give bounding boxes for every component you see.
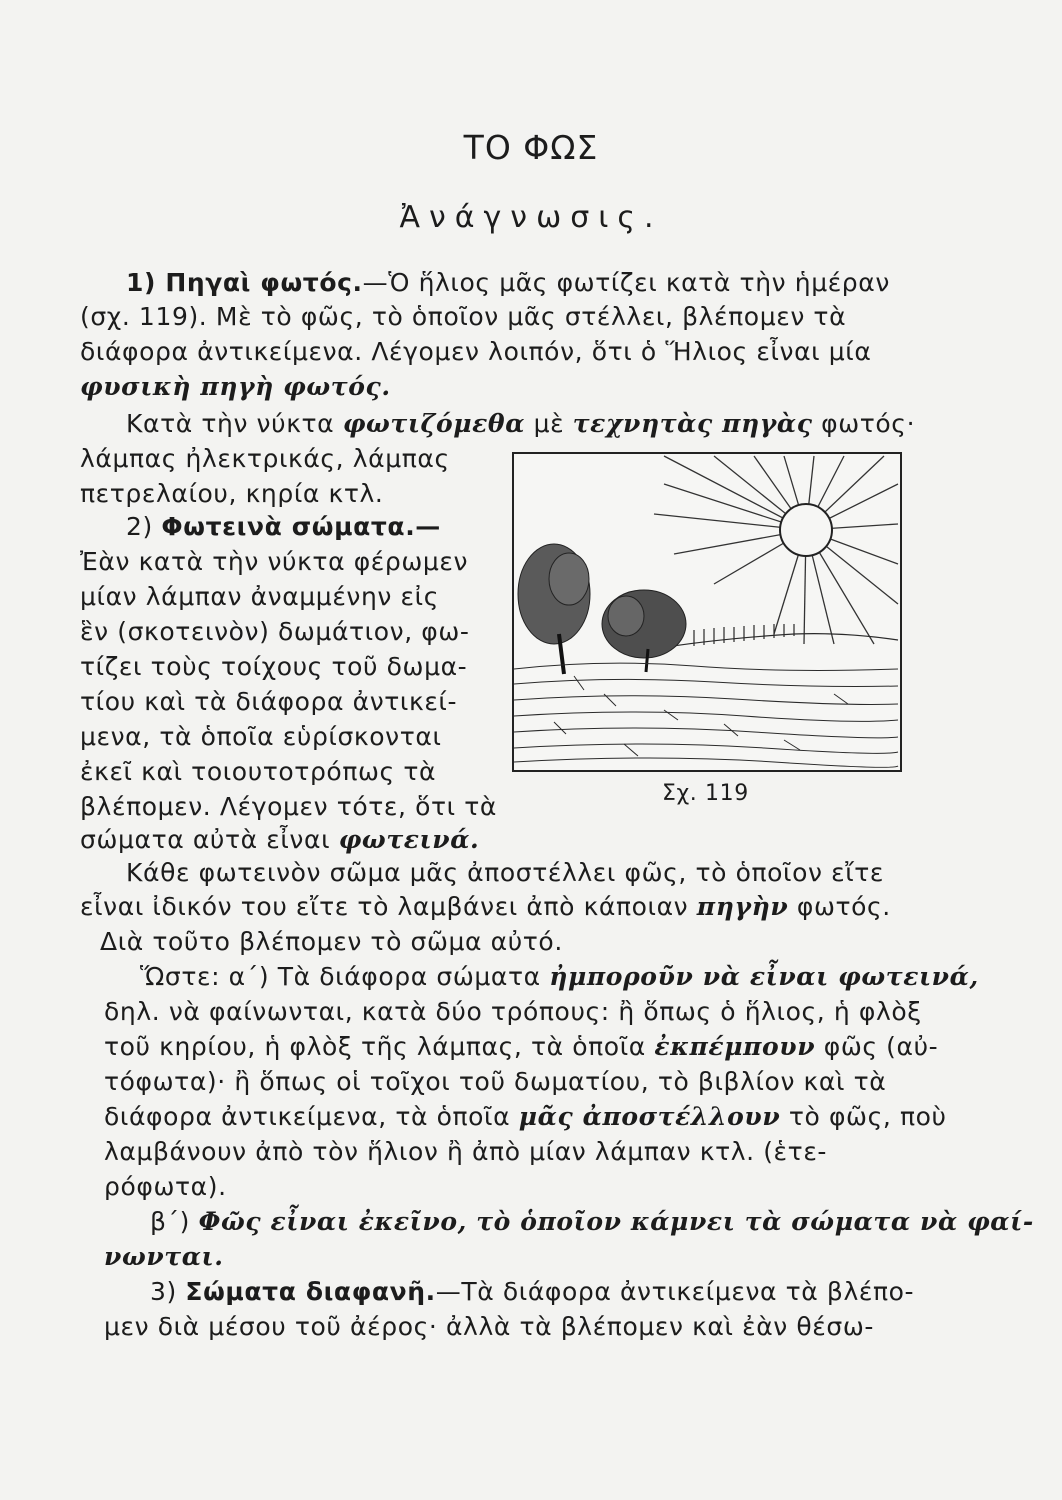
text-span: διάφορα ἀντικείμενα, τὰ ὁποῖα bbox=[104, 1102, 519, 1131]
section-subtitle: Ἀνάγνωσις. bbox=[399, 200, 663, 235]
text-line-29: νωνται. bbox=[104, 1242, 224, 1271]
text-line-14: μενα, τὰ ὁποῖα εὑρίσκονται bbox=[80, 722, 442, 751]
text-span: φῶς (αὐ- bbox=[815, 1032, 939, 1061]
text-line-15: ἐκεῖ καὶ τοιουτοτρόπως τὰ bbox=[80, 757, 437, 786]
text-line-17 bbox=[80, 825, 479, 855]
text-line-3: διάφορα ἀντικείμενα. Λέγομεν λοιπόν, ὅτι ὁ Ἥλιος εἶναι μία bbox=[80, 337, 872, 366]
text-span: —Τὰ διάφορα ἀντικείμενα τὰ βλέπο- bbox=[435, 1277, 915, 1306]
text-line-4: φυσικὴ πηγὴ φωτός. bbox=[80, 372, 391, 401]
text-line-16: βλέπομεν. Λέγομεν τότε, ὅτι τὰ bbox=[80, 792, 498, 821]
text-span: 3) bbox=[150, 1277, 186, 1306]
emphasis: τεχνητὰς πηγὰς bbox=[572, 409, 813, 438]
text-line-8 bbox=[126, 512, 441, 542]
text-line-7: πετρελαίου, κηρία κτλ. bbox=[80, 479, 384, 508]
tree-middle bbox=[602, 590, 686, 672]
text-line-12: τίζει τοὺς τοίχους τοῦ δωμα- bbox=[80, 652, 468, 681]
text-line-9: Ἐὰν κατὰ τὴν νύκτα φέρωμεν bbox=[80, 547, 469, 576]
text-span: φωτός· bbox=[812, 409, 916, 438]
tree-left bbox=[518, 544, 590, 674]
text-span: —Ὁ ἥλιος μᾶς φωτίζει κατὰ τὴν ἡμέραν bbox=[362, 268, 890, 297]
emphasis: φωτιζόμεθα bbox=[342, 409, 526, 438]
heading-light-sources: 1) Πηγαὶ φωτός. bbox=[126, 268, 363, 297]
text-line-10: μίαν λάμπαν ἀναμμένην εἰς bbox=[80, 582, 439, 611]
text-line-22: δηλ. νὰ φαίνωνται, κατὰ δύο τρόπους: ἢ ὅπως ὁ ἥλιος, ἡ φλὸξ bbox=[104, 997, 922, 1026]
text-line-31: μεν διὰ μέσου τοῦ ἀέρος· ἀλλὰ τὰ βλέπομεν καὶ ἐὰν θέσω- bbox=[104, 1312, 875, 1341]
text-span: εἶναι ἰδικόν του εἴτε τὸ λαμβάνει ἀπὸ κάποιαν bbox=[80, 892, 697, 921]
sun-icon bbox=[780, 504, 832, 556]
text-line-21 bbox=[140, 962, 979, 992]
text-line-11: ἓν (σκοτεινὸν) δωμάτιον, φω- bbox=[80, 617, 470, 646]
emphasis: φωτεινά. bbox=[338, 825, 480, 854]
text-line-26: λαμβάνουν ἀπὸ τὸν ἥλιον ἢ ἀπὸ μίαν λάμπαν κτλ. (ἑτε- bbox=[104, 1137, 828, 1166]
text-line-6: λάμπας ἠλεκτρικάς, λάμπας bbox=[80, 444, 450, 473]
text-line-28 bbox=[150, 1207, 1034, 1237]
text-line-30 bbox=[150, 1277, 914, 1307]
page-title: ΤΟ ΦΩΣ bbox=[463, 128, 599, 167]
text-line-19 bbox=[80, 892, 891, 922]
text-line-20: Διὰ τοῦτο βλέπομεν τὸ σῶμα αὐτό. bbox=[100, 927, 563, 956]
heading-transparent-bodies: Σώματα διαφανῆ. bbox=[185, 1277, 436, 1306]
text-span: Ὥστε: α΄) Τὰ διάφορα σώματα bbox=[140, 962, 550, 991]
text-line-5 bbox=[126, 409, 915, 439]
text-span: φωτός. bbox=[788, 892, 891, 921]
text-line-2: (σχ. 119). Μὲ τὸ φῶς, τὸ ὁποῖον μᾶς στέλλει, βλέπομεν τὰ bbox=[80, 302, 847, 331]
figure-caption: Σχ. 119 bbox=[662, 781, 749, 806]
text-span: β΄) bbox=[150, 1207, 199, 1236]
emphasis: Φῶς εἶναι ἐκεῖνο, τὸ ὁποῖον κάμνει τὰ σώματα νὰ φαί- bbox=[198, 1207, 1034, 1236]
sun-landscape-illustration bbox=[514, 454, 900, 770]
text-line-13: τίου καὶ τὰ διάφορα ἀντικεί- bbox=[80, 687, 458, 716]
field-hatching bbox=[514, 663, 898, 767]
text-line-25 bbox=[104, 1102, 947, 1132]
text-span: Κατὰ τὴν νύκτα bbox=[126, 409, 343, 438]
text-span: τὸ φῶς, ποὺ bbox=[780, 1102, 947, 1131]
text-span: μὲ bbox=[525, 409, 573, 438]
text-line-23 bbox=[104, 1032, 938, 1062]
text-span: σώματα αὐτὰ εἶναι bbox=[80, 825, 339, 854]
text-span: τοῦ κηρίου, ἡ φλὸξ τῆς λάμπας, τὰ ὁποῖα bbox=[104, 1032, 655, 1061]
emphasis: ἠμποροῦν νὰ εἶναι φωτεινά, bbox=[549, 962, 979, 991]
heading-luminous-bodies: Φωτεινὰ σώματα.— bbox=[161, 512, 441, 541]
figure-119 bbox=[512, 452, 902, 772]
sun-rays bbox=[654, 456, 898, 644]
text-line-1 bbox=[126, 268, 890, 298]
emphasis: πηγὴν bbox=[696, 892, 789, 921]
text-line-18: Κάθε φωτεινὸν σῶμα μᾶς ἀποστέλλει φῶς, τὸ ὁποῖον εἴτε bbox=[126, 858, 885, 887]
emphasis: ἐκπέμπουν bbox=[654, 1032, 816, 1061]
text-line-27: ρόφωτα). bbox=[104, 1172, 227, 1201]
text-span: 2) bbox=[126, 512, 162, 541]
emphasis: μᾶς ἀποστέλλουν bbox=[518, 1102, 781, 1131]
text-line-24: τόφωτα)· ἢ ὅπως οἱ τοῖχοι τοῦ δωματίου, τὸ βιβλίον καὶ τὰ bbox=[104, 1067, 887, 1096]
